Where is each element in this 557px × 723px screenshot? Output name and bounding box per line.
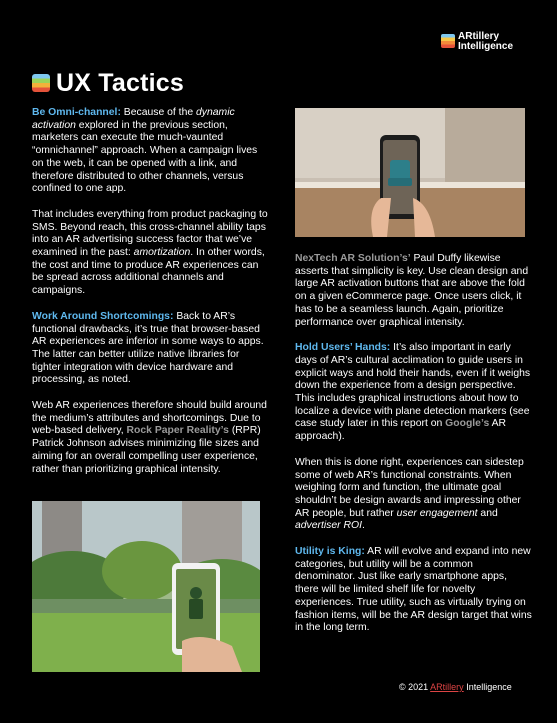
paragraph-hold-hands: [295, 342, 533, 444]
text: AR approach).: [295, 418, 506, 443]
left-column: [32, 107, 268, 489]
link-nextech[interactable]: NexTech AR Solution’s’: [295, 253, 411, 264]
text: It’s also important in early days of AR’s cultural acclimation to guide users in explicit ways and hold their hands, even if it weighs down the experience from a design perspective. This includes graphical instructions about how to localize a device with plane detection markers (see case study later in this report on: [295, 342, 531, 430]
emphasis: advertiser ROI: [295, 520, 362, 532]
text: Back to AR’s functional drawbacks, it’s true that browser-based AR experiences are inferior in some ways to apps. The latter can better utilize native libraries for tighter integration with device hardware and processing, as noted.: [32, 310, 264, 386]
paragraph-utility: [295, 546, 533, 635]
link-rock-paper-reality[interactable]: Rock Paper Reality’s: [126, 425, 229, 437]
page-title: [32, 68, 184, 98]
text: Paul Duffy likewise asserts that simplicity is key. Use clean design and large AR activation buttons that are above the fold on a given eCommerce page. Once users click, it has to be a seamless launch. Again, prioritize performance over graphical intensity.: [295, 253, 529, 328]
logo-line-1: ARtillery: [458, 31, 500, 42]
artillery-logo: [441, 32, 531, 54]
text: . In other words, the cost and time to produce AR experiences can be spread across additional channels and campaigns.: [32, 247, 265, 297]
paragraph-omni-channel: [32, 107, 268, 196]
text: Because of the: [120, 107, 197, 118]
heading-work-around: Work Around Shortcomings:: [32, 310, 174, 322]
text: and: [477, 507, 498, 519]
heading-hold-hands: Hold Users’ Hands:: [295, 342, 391, 354]
page-title-text: UX Tactics: [56, 68, 184, 97]
paragraph-shortcomings: [32, 311, 268, 387]
text: When this is done right, experiences can sidestep some of web AR’s functional constraints. When weighing form and function, the ultimate goal shouldn’t be design awards and impressing other AR people, but rather: [295, 456, 524, 519]
text: AR will evolve and expand into new categories, but utility will be a common denominator. Just like early smartphone apps, there will be limited shelf life for novelty experiences. True utility, such as virtually trying on fashion items, will be the AR design target that wins in the long term.: [295, 546, 532, 634]
emphasis: dynamic activation: [32, 107, 235, 131]
text: Web AR experiences therefore should build around the medium’s attributes and shortcomings. Due to web-based delivery,: [32, 400, 267, 437]
footer-copyright: [399, 682, 512, 692]
text: explored in the previous section, marketers can execute the much-vaunted “omnichannel” approach. When a campaign lives on the web, it can be opened with a link, and therefore distributed to other channels, versus confined to one app.: [32, 119, 258, 195]
footer-suffix: Intelligence: [463, 682, 512, 692]
paragraph-amortization: [32, 209, 268, 298]
heading-omni-channel: Be Omni-channel:: [32, 107, 121, 118]
text: (RPR) Patrick Johnson advises minimizing file sizes and aiming for an overall compelling user experience, rather than prioritizing graphical intensity.: [32, 425, 261, 475]
emphasis: amortization: [133, 247, 191, 259]
paragraph-nextech: [295, 253, 533, 329]
photo-ar-chair: [295, 108, 525, 237]
right-column: [295, 253, 533, 648]
footer-prefix: © 2021: [399, 682, 431, 692]
text: .: [361, 520, 365, 532]
logo-mark-icon: [441, 34, 455, 48]
link-google[interactable]: Google’s: [445, 418, 490, 430]
emphasis: user engagement: [396, 507, 478, 519]
heading-utility: Utility is King:: [295, 546, 365, 558]
footer-brand: ARtillery: [430, 682, 464, 692]
title-mark-icon: [32, 74, 50, 92]
paragraph-web-ar: [32, 400, 268, 476]
logo-line-2: Intelligence: [458, 41, 514, 52]
text: That includes everything from product packaging to SMS. Beyond reach, this cross-channel ability taps into an AR advertising success factor that we’ve examined in the past:: [32, 208, 268, 259]
photo-ar-park: [32, 501, 260, 672]
paragraph-done-right: [295, 457, 533, 533]
